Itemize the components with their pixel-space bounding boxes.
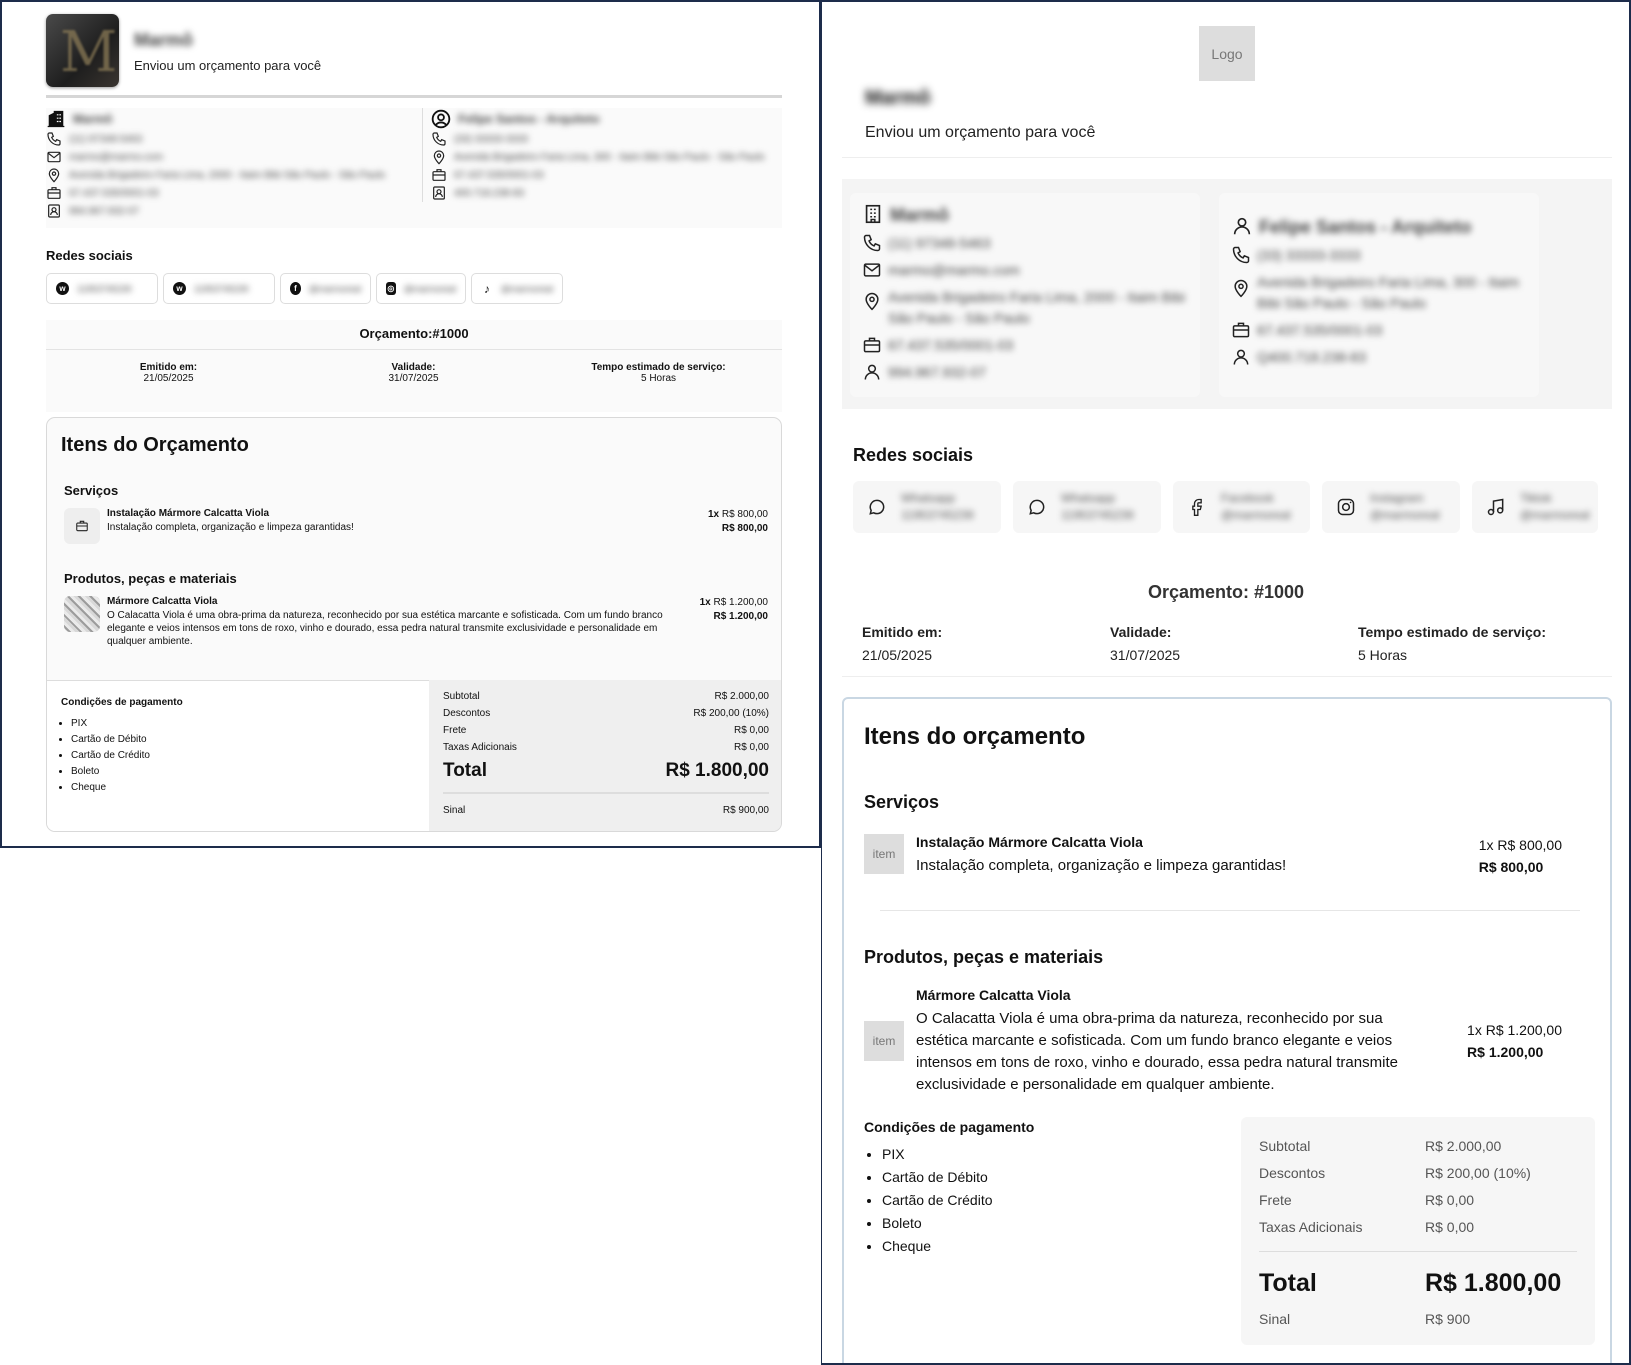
deposit-row — [1259, 1306, 1577, 1333]
id-badge-icon — [46, 203, 62, 219]
row-label: Sinal — [443, 805, 466, 816]
divider — [880, 910, 1580, 911]
company-email: marmo@marmo.com — [888, 262, 1020, 278]
item-desc: Instalação completa, organização e limpeza garantidas! — [916, 857, 1287, 874]
social-label: 11953745239 — [77, 283, 132, 294]
briefcase-icon — [1231, 320, 1251, 340]
meta-value: 31/07/2025 — [388, 373, 439, 384]
payment-method: • Cartão de Crédito — [71, 748, 415, 764]
user-icon — [1231, 215, 1253, 237]
quote-items-card — [842, 697, 1612, 1365]
company-phone: (11) 97348-5463 — [888, 235, 991, 251]
row-value: R$ 2.000,00 — [1425, 1138, 1502, 1154]
shipping-row — [1259, 1187, 1577, 1214]
social-facebook[interactable] — [280, 273, 371, 304]
divider — [842, 157, 1612, 158]
client-name: Felipe Santos - Arquiteto — [458, 112, 600, 126]
meta-issued — [46, 362, 291, 384]
phone-icon — [862, 233, 882, 253]
item-desc: O Calacatta Viola é uma obra-prima da natureza, reconhecido por sua estética marcante e sofisticada. Com um fundo branco elegante e veios intensos em tons de roxo, vinho e dourado, essa pedra natural transmite exclusividade e personalidade em qualquer ambiente. — [107, 610, 663, 647]
total-row — [1259, 1251, 1577, 1300]
meta-validity — [291, 362, 536, 384]
meta-label: Emitido em: — [862, 624, 943, 640]
subtotal-row — [443, 688, 769, 705]
row-label: Subtotal — [443, 691, 480, 702]
items-title: Itens do Orçamento — [61, 434, 249, 456]
client-address: Avenida Brigadeiro Faria Lima, 300 - Itaim Bibi São Paulo - São Paulo — [454, 151, 765, 163]
mail-icon — [862, 260, 882, 280]
social-line2: 11953745239 — [1061, 508, 1134, 522]
meta-value: 31/07/2025 — [1110, 647, 1181, 663]
payment-method: • Boleto — [71, 764, 415, 780]
item-name: Instalação Mármore Calcatta Viola — [107, 508, 270, 519]
social-tiktok[interactable] — [471, 273, 563, 304]
row-value: R$ 900,00 — [722, 805, 769, 816]
meta-duration — [1358, 621, 1546, 667]
item-qty-unit: 1x R$ 800,00 — [1478, 837, 1562, 853]
user-icon — [1231, 347, 1251, 367]
item-total: R$ 1.200,00 — [713, 611, 768, 622]
client-name: Felipe Santos - Arquiteto — [1259, 217, 1472, 237]
row-value: R$ 200,00 (10%) — [693, 708, 769, 719]
item-price — [1467, 1019, 1562, 1063]
company-doc: 994.967.932-07 — [69, 205, 140, 217]
service-item — [64, 508, 768, 548]
whatsapp-icon: w — [56, 282, 69, 295]
payment-method: • PIX — [71, 716, 415, 732]
deposit-row — [443, 802, 769, 819]
social-label: @marmoreal — [500, 283, 553, 294]
logo-placeholder: Logo — [1199, 26, 1255, 81]
social-facebook[interactable] — [1173, 481, 1310, 533]
client-address: Avenida Brigadeiro Faria Lima, 300 - Itaim Bibi São Paulo - São Paulo — [1257, 274, 1519, 311]
item-qty-unit: 1x R$ 1.200,00 — [1467, 1022, 1562, 1038]
whatsapp-icon: w — [173, 282, 186, 295]
item-total: R$ 1.200,00 — [1467, 1044, 1544, 1060]
row-label: Frete — [443, 725, 467, 736]
social-links — [853, 481, 1598, 533]
chat-icon — [867, 497, 887, 517]
building-icon — [862, 203, 884, 225]
social-line2: 11953745239 — [901, 508, 974, 522]
item-thumb: item — [864, 834, 904, 874]
company-name: Marmô — [134, 30, 194, 50]
social-line1: Facebook — [1221, 491, 1274, 505]
payment-method: • Cheque — [882, 1235, 1034, 1258]
services-title: Serviços — [864, 792, 940, 812]
row-label: Total — [443, 760, 487, 781]
row-value: R$ 0,00 — [1425, 1192, 1475, 1208]
payment-method: • Cartão de Débito — [71, 732, 415, 748]
company-cnpj: 67.437.535/0001-03 — [888, 337, 1014, 353]
meta-value: 21/05/2025 — [862, 647, 933, 663]
row-value: R$ 200,00 (10%) — [1425, 1165, 1531, 1181]
quote-info — [46, 320, 782, 412]
social-line1: Whatsapp — [901, 491, 956, 505]
subtotal-row — [1259, 1133, 1577, 1160]
social-label: @marmoreal — [308, 283, 361, 294]
briefcase-icon — [862, 335, 882, 355]
instagram-icon: ◎ — [387, 284, 395, 293]
totals-panel — [1241, 1117, 1595, 1345]
social-tiktok[interactable] — [1472, 481, 1598, 533]
item-name: Mármore Calcatta Viola — [916, 987, 1071, 1003]
company-phone: (11) 97348-5463 — [69, 133, 143, 145]
row-value: R$ 900 — [1425, 1311, 1471, 1327]
payment-method: • Cheque — [71, 780, 415, 796]
company-contact-name: Marmô — [890, 205, 950, 225]
map-pin-icon — [1231, 278, 1251, 298]
quote-preview-a — [0, 0, 821, 848]
meta-issued — [862, 621, 942, 667]
row-label: Taxas Adicionais — [443, 742, 517, 753]
meta-value: 5 Horas — [640, 373, 676, 384]
social-links — [46, 273, 563, 304]
item-total: R$ 800,00 — [1478, 859, 1544, 875]
briefcase-icon — [431, 167, 447, 183]
client-phone: (33) 33333-3333 — [454, 133, 528, 145]
meta-value: 5 Horas — [1358, 647, 1408, 663]
row-label: Descontos — [1259, 1165, 1326, 1181]
company-address: Avenida Brigadeiro Faria Lima, 2000 - Itaim Bibi São Paulo - São Paulo — [69, 169, 386, 181]
quote-number: Orçamento: #1000 — [1147, 582, 1305, 602]
shipping-row — [443, 722, 769, 739]
product-item — [864, 987, 1574, 1097]
mail-icon — [46, 149, 62, 165]
header-subtitle: Enviou um orçamento para você — [865, 124, 1096, 141]
item-price — [708, 508, 768, 536]
client-contact — [1219, 193, 1539, 397]
social-instagram[interactable] — [1322, 481, 1460, 533]
company-contact-name: Marmô — [73, 112, 113, 126]
facebook-icon: f — [290, 282, 301, 295]
contacts-section — [842, 179, 1612, 409]
meta-label: Emitido em: — [139, 362, 198, 373]
quote-number: Orçamento:#1000 — [46, 326, 782, 350]
social-whatsapp-2[interactable] — [163, 273, 275, 304]
company-name: Marmô — [865, 87, 931, 109]
item-qty: 1x — [699, 597, 711, 608]
row-label: Sinal — [1259, 1311, 1291, 1327]
chat-icon — [1027, 497, 1047, 517]
product-item — [64, 596, 768, 656]
client-contact — [422, 108, 782, 202]
item-price — [1479, 834, 1562, 878]
facebook-icon — [1187, 497, 1207, 517]
item-name: Instalação Mármore Calcatta Viola — [916, 834, 1143, 850]
company-address: Avenida Brigadeiro Faria Lima, 2000 - Itaim Bibi São Paulo - São Paulo — [888, 289, 1186, 326]
buildings-icon — [46, 109, 66, 129]
map-pin-icon — [862, 291, 882, 311]
company-doc: 994.967.932-07 — [888, 364, 987, 380]
discount-row — [443, 705, 769, 722]
social-label: @marmoreal — [403, 283, 456, 294]
item-qty: 1x — [707, 509, 720, 520]
contacts-section — [46, 108, 782, 228]
products-title: Produtos, peças e materiais — [64, 571, 237, 586]
meta-value: 21/05/2025 — [143, 373, 194, 384]
company-contact — [850, 193, 1200, 397]
social-instagram[interactable] — [376, 273, 466, 304]
quote-items-card — [46, 417, 782, 832]
marble-thumb — [64, 596, 100, 632]
row-value: R$ 0,00 — [733, 742, 769, 753]
row-label: Total — [1259, 1269, 1317, 1297]
payment-conditions — [864, 1119, 1034, 1258]
instagram-icon — [1336, 497, 1356, 517]
company-logo: M — [46, 14, 119, 87]
row-value: R$ 2.000,00 — [714, 691, 769, 702]
phone-icon — [431, 131, 447, 147]
client-cnpj: 67.437.535/0001-03 — [454, 169, 544, 181]
item-name: Mármore Calcatta Viola — [107, 596, 218, 607]
social-label: 11953745239 — [194, 283, 249, 294]
meta-validity — [1110, 621, 1180, 667]
row-value: R$ 1.800,00 — [1425, 1269, 1562, 1297]
items-title: Itens do orçamento — [864, 723, 1086, 750]
user-icon — [862, 362, 882, 382]
divider — [842, 676, 1612, 677]
services-title: Serviços — [64, 483, 119, 498]
social-line2: @marmoreal — [1221, 508, 1291, 522]
social-whatsapp-1[interactable] — [853, 481, 1001, 533]
item-unit: R$ 800,00 — [721, 509, 768, 520]
music-icon — [1486, 497, 1506, 517]
user-circle-icon — [431, 109, 451, 129]
quote-preview-b — [821, 0, 1631, 1365]
social-line2: @marmoreal — [1520, 508, 1590, 522]
payment-method: • PIX — [882, 1143, 1034, 1166]
row-value: R$ 0,00 — [733, 725, 769, 736]
social-whatsapp-1[interactable] — [46, 273, 158, 304]
payment-method: • Cartão de Crédito — [882, 1189, 1034, 1212]
client-cnpj: 67.437.535/0001-03 — [1257, 322, 1383, 338]
quote-header — [46, 14, 782, 98]
social-line1: Tiktok — [1520, 491, 1552, 505]
row-value: R$ 0,00 — [1425, 1219, 1475, 1235]
total-row — [443, 756, 769, 794]
item-desc: O Calacatta Viola é uma obra-prima da natureza, reconhecido por sua estética marcante e sofisticada. Com um fundo branco elegante e veios intensos em tons de roxo, vinho e dourado, essa pedra natural transmite exclusividade e personalidade em qualquer ambiente. — [916, 1010, 1398, 1093]
discount-row — [1259, 1160, 1577, 1187]
phone-icon — [1231, 245, 1251, 265]
meta-label: Tempo estimado de serviço: — [1358, 624, 1547, 640]
meta-duration — [536, 362, 781, 384]
payment-title: Condições de pagamento — [864, 1119, 1035, 1135]
briefcase-icon — [46, 185, 62, 201]
company-email: marmo@marmo.com — [69, 151, 164, 163]
row-label: Descontos — [443, 708, 491, 719]
company-cnpj: 67.437.535/0001-03 — [69, 187, 159, 199]
map-pin-icon — [431, 149, 447, 165]
item-unit: R$ 1.200,00 — [713, 597, 768, 608]
phone-icon — [46, 131, 62, 147]
tiktok-icon: ♪ — [483, 281, 490, 296]
meta-label: Tempo estimado de serviço: — [591, 362, 726, 373]
meta-label: Validade: — [391, 362, 436, 373]
fees-row — [443, 739, 769, 756]
social-whatsapp-2[interactable] — [1013, 481, 1161, 533]
payment-method: • Boleto — [882, 1212, 1034, 1235]
payment-title: Condições de pagamento — [61, 697, 183, 708]
social-title: Redes sociais — [46, 248, 133, 263]
payment-method: • Cartão de Débito — [882, 1166, 1034, 1189]
header-subtitle: Enviou um orçamento para você — [134, 58, 322, 73]
social-title: Redes sociais — [853, 445, 974, 465]
client-doc: 400.718.238-83 — [454, 187, 525, 199]
row-label: Subtotal — [1259, 1138, 1311, 1154]
service-thumb — [64, 508, 100, 544]
item-thumb: item — [864, 1021, 904, 1061]
social-line1: Instagram — [1370, 491, 1424, 505]
map-pin-icon — [46, 167, 62, 183]
client-phone: (33) 33333-3333 — [1257, 247, 1361, 263]
client-doc: Q400.718.238-83 — [1257, 349, 1366, 365]
item-desc: Instalação completa, organização e limpeza garantidas! — [107, 522, 354, 533]
row-label: Frete — [1259, 1192, 1292, 1208]
company-contact — [46, 108, 406, 220]
products-title: Produtos, peças e materiais — [864, 947, 1104, 967]
fees-row — [1259, 1214, 1577, 1241]
id-badge-icon — [431, 185, 447, 201]
social-line2: @marmoreal — [1370, 508, 1440, 522]
totals-panel — [429, 680, 782, 832]
item-total: R$ 800,00 — [721, 523, 768, 534]
row-value: R$ 1.800,00 — [665, 760, 769, 781]
meta-label: Validade: — [1110, 624, 1172, 640]
social-line1: Whatsapp — [1061, 491, 1116, 505]
item-price — [700, 596, 768, 624]
payment-conditions — [47, 680, 429, 832]
row-label: Taxas Adicionais — [1259, 1219, 1363, 1235]
service-item — [864, 834, 1574, 884]
briefcase-icon — [75, 519, 89, 533]
